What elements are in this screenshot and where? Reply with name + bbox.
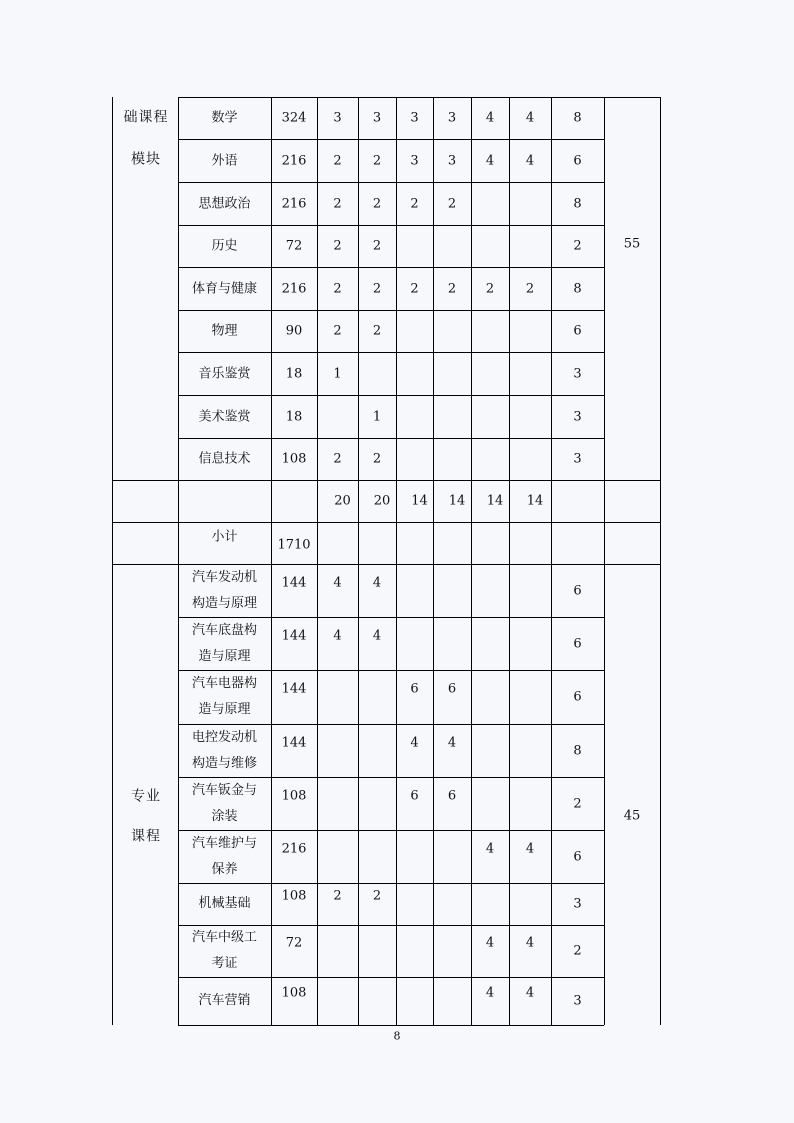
course-credits: 3 — [573, 366, 582, 381]
row-divider — [178, 182, 604, 183]
course-hours: 324 — [281, 110, 307, 126]
col-divider — [396, 97, 397, 1025]
course-hours: 216 — [281, 841, 307, 856]
col-divider — [433, 97, 434, 1025]
course-name: 历史 — [211, 238, 238, 254]
semester-hours: 4 — [525, 841, 535, 856]
semester-hours: 2 — [333, 888, 342, 904]
semester-hours: 4 — [372, 575, 382, 590]
row-divider — [178, 267, 604, 268]
row-divider — [178, 883, 604, 884]
course-credits: 8 — [573, 196, 582, 211]
col-divider — [178, 97, 179, 1025]
semester-hours: 2 — [410, 281, 419, 296]
course-name: 汽车电器构 造与原理 — [191, 676, 258, 717]
course-hours: 108 — [281, 788, 307, 803]
subtotal-hours: 1710 — [277, 537, 311, 553]
col-divider — [358, 97, 359, 1025]
row-divider — [178, 139, 604, 140]
course-hours: 216 — [281, 281, 307, 296]
row-divider — [112, 480, 660, 481]
col-divider — [509, 97, 510, 1025]
col-divider — [551, 97, 552, 1025]
semester-hours: 3 — [447, 110, 457, 126]
semester-hours: 4 — [372, 628, 382, 643]
course-name: 汽车维护与 保养 — [191, 835, 258, 877]
semester-hours: 2 — [372, 451, 382, 467]
semester-hours: 2 — [447, 281, 457, 296]
course-credits: 6 — [573, 636, 582, 651]
semester-hours: 4 — [485, 110, 495, 126]
course-hours: 216 — [281, 196, 307, 211]
subtotal-label: 小计 — [211, 529, 238, 545]
module-label-line1: 础课程 — [123, 109, 169, 126]
course-name: 汽车底盘构 造与原理 — [191, 622, 258, 664]
weekly-total: 14 — [411, 493, 428, 509]
course-name: 外语 — [211, 153, 238, 168]
semester-hours: 2 — [410, 196, 419, 211]
col-divider — [471, 97, 472, 1025]
course-credits: 3 — [573, 993, 582, 1009]
course-hours: 18 — [285, 366, 303, 381]
course-name: 物理 — [211, 323, 238, 339]
semester-hours: 2 — [485, 281, 495, 296]
semester-hours: 4 — [485, 841, 495, 856]
row-divider — [178, 438, 604, 439]
course-hours: 18 — [285, 409, 303, 424]
semester-hours: 2 — [372, 323, 382, 339]
row-divider — [178, 977, 604, 978]
row-divider — [178, 1025, 604, 1026]
course-name: 汽车钣金与 涂装 — [191, 782, 258, 824]
weekly-total: 20 — [334, 493, 351, 509]
course-credits: 6 — [573, 689, 582, 705]
semester-hours: 3 — [372, 110, 382, 126]
course-credits: 6 — [573, 583, 582, 598]
semester-hours: 4 — [333, 628, 342, 643]
course-name: 思想政治 — [198, 196, 251, 211]
pro-module-total-credits: 45 — [623, 808, 641, 824]
course-name: 美术鉴赏 — [198, 409, 251, 424]
semester-hours: 2 — [372, 888, 382, 904]
course-credits: 8 — [573, 110, 582, 126]
weekly-total: 20 — [373, 493, 391, 509]
course-name: 汽车发动机 构造与原理 — [191, 569, 258, 611]
semester-hours: 2 — [372, 196, 382, 211]
row-divider — [178, 310, 604, 311]
course-credits: 8 — [573, 743, 582, 758]
semester-hours: 6 — [410, 788, 419, 803]
course-hours: 144 — [281, 575, 307, 590]
course-credits: 2 — [573, 796, 582, 811]
course-hours: 108 — [281, 888, 307, 904]
course-credits: 2 — [573, 238, 582, 254]
course-credits: 3 — [573, 896, 582, 912]
semester-hours: 2 — [333, 451, 342, 467]
row-divider — [178, 225, 604, 226]
page-number: 8 — [393, 1029, 401, 1043]
semester-hours: 2 — [333, 238, 342, 254]
semester-hours: 6 — [410, 681, 419, 697]
course-name: 汽车营销 — [198, 993, 251, 1008]
weekly-total: 14 — [448, 493, 466, 509]
semester-hours: 6 — [447, 788, 457, 803]
weekly-total: 14 — [486, 493, 504, 509]
course-credits: 8 — [573, 281, 582, 296]
semester-hours: 4 — [485, 935, 495, 951]
course-hours: 108 — [281, 985, 307, 1001]
course-hours: 144 — [281, 681, 307, 697]
semester-hours: 2 — [372, 153, 382, 168]
semester-hours: 3 — [410, 153, 419, 168]
semester-hours: 2 — [333, 323, 342, 339]
semester-hours: 4 — [485, 153, 495, 168]
semester-hours: 4 — [525, 110, 535, 126]
basic-module-total-credits: 55 — [623, 236, 641, 252]
semester-hours: 6 — [447, 681, 457, 697]
course-name: 体育与健康 — [191, 281, 258, 296]
row-divider — [112, 522, 660, 523]
course-credits: 3 — [573, 409, 582, 424]
semester-hours: 2 — [372, 281, 382, 296]
course-name: 汽车中级工 考证 — [191, 930, 258, 971]
semester-hours: 4 — [410, 735, 419, 750]
course-hours: 72 — [285, 935, 303, 951]
semester-hours: 3 — [333, 110, 342, 126]
pro-module-label-line2: 课程 — [131, 828, 161, 845]
course-hours: 108 — [281, 451, 307, 467]
row-divider — [178, 97, 604, 98]
semester-hours: 4 — [333, 575, 342, 590]
course-credits: 6 — [573, 849, 582, 864]
course-name: 机械基础 — [198, 896, 251, 911]
semester-hours: 2 — [333, 281, 342, 296]
course-credits: 3 — [573, 451, 582, 467]
col-divider — [317, 97, 318, 1025]
course-credits: 6 — [573, 153, 582, 168]
row-divider — [178, 395, 604, 396]
module-label-line2: 模块 — [131, 151, 161, 168]
semester-hours: 2 — [333, 153, 342, 168]
semester-hours: 4 — [525, 985, 535, 1001]
semester-hours: 3 — [447, 153, 457, 168]
course-credits: 2 — [573, 943, 582, 959]
col-divider — [271, 97, 272, 1025]
semester-hours: 2 — [333, 196, 342, 211]
semester-hours: 4 — [485, 985, 495, 1001]
pro-module-label-line1: 专业 — [131, 788, 161, 805]
semester-hours: 1 — [333, 366, 342, 381]
weekly-total: 14 — [526, 493, 544, 509]
course-hours: 72 — [285, 238, 303, 254]
row-divider — [604, 97, 660, 98]
course-credits: 6 — [573, 323, 582, 339]
row-divider — [178, 352, 604, 353]
col-divider — [112, 97, 113, 1025]
course-hours: 144 — [281, 628, 307, 643]
course-name: 信息技术 — [198, 451, 251, 467]
semester-hours: 3 — [410, 110, 419, 126]
course-hours: 144 — [281, 735, 307, 750]
semester-hours: 4 — [525, 935, 535, 951]
semester-hours: 2 — [525, 281, 535, 296]
course-name: 数学 — [211, 110, 238, 126]
semester-hours: 4 — [525, 153, 535, 168]
course-hours: 216 — [281, 153, 307, 168]
col-divider — [660, 97, 661, 1025]
semester-hours: 1 — [372, 409, 382, 424]
course-name: 音乐鉴赏 — [198, 366, 251, 381]
course-hours: 90 — [285, 323, 303, 339]
col-divider — [604, 97, 605, 1025]
semester-hours: 2 — [447, 196, 457, 211]
course-name: 电控发动机 构造与维修 — [191, 729, 258, 771]
semester-hours: 4 — [447, 735, 457, 750]
semester-hours: 2 — [372, 238, 382, 254]
